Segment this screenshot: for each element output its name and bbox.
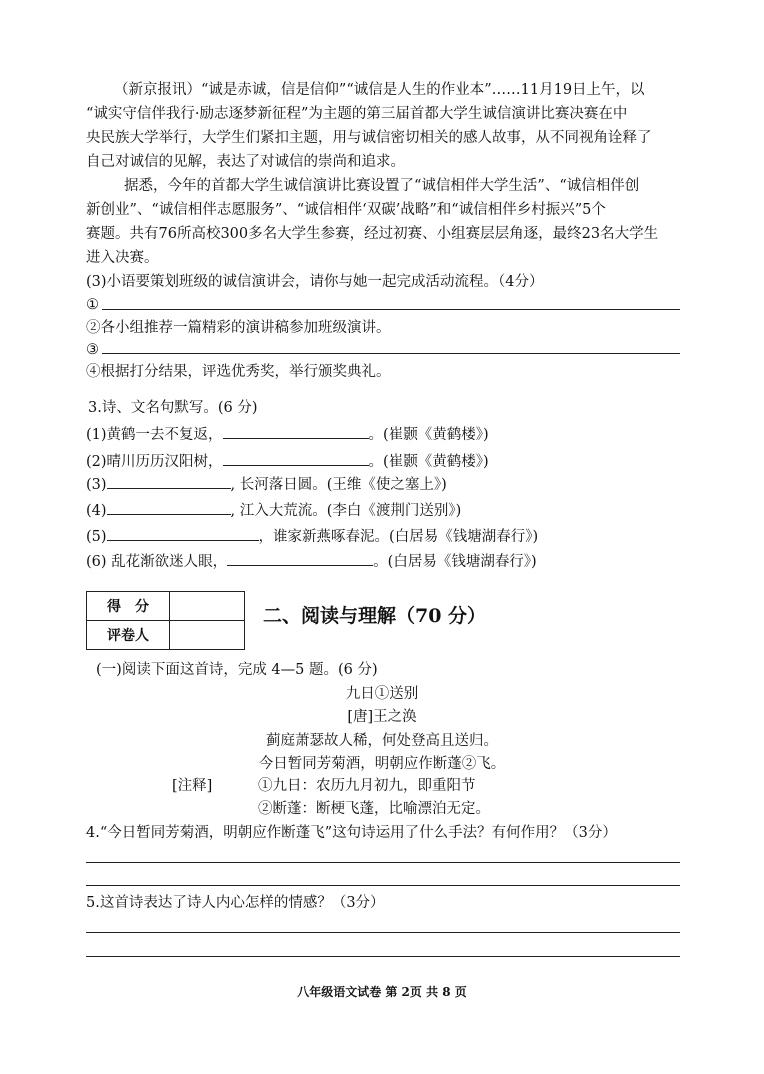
answer-line[interactable] (86, 885, 680, 886)
score-cell[interactable] (170, 592, 245, 621)
answer-blank[interactable] (223, 424, 369, 439)
note-line: ①九日：农历九月初九，即重阳节 (258, 778, 476, 794)
dictation-suffix: 。(白居易《钱塘湖春行》) (373, 554, 537, 570)
section-title: 二、阅读与理解（70 分） (263, 605, 487, 627)
dictation-item (86, 424, 489, 445)
answer-blank[interactable] (107, 500, 231, 515)
dictation-prefix: (5) (86, 529, 107, 545)
answer-line[interactable] (86, 956, 680, 957)
dictation-suffix: 。(崔颢《黄鹤楼》) (368, 427, 489, 443)
dictation-item (86, 474, 447, 495)
question-prompt: (3)小语要策划班级的诚信演讲会，请你与她一起完成活动流程。（4分） (86, 274, 544, 290)
passage-line: 据悉，今年的首都大学生诚信演讲比赛设置了“诚信相伴大学生活”、“诚信相伴创 (124, 178, 640, 194)
question-title: 3.诗、文名句默写。(6 分) (88, 400, 258, 416)
poem-line: 蓟庭萧瑟故人稀，何处登高且送归。 (266, 733, 498, 749)
passage-line: “诚实守信伴我行·励志逐梦新征程”为主题的第三届首都大学生诚信演讲比赛决赛在中 (86, 106, 628, 122)
passage-line: 赛题。共有76所高校300多名大学生参赛，经过初赛、小组赛层层角逐，最终23名大学生 (86, 226, 659, 242)
dictation-item (86, 526, 538, 547)
answer-blank[interactable] (227, 551, 373, 566)
poem-title: 九日①送别 (345, 686, 419, 702)
passage-line: 进入决赛。 (86, 250, 159, 266)
answer-line[interactable] (102, 353, 680, 354)
dictation-item (86, 451, 489, 472)
dictation-prefix: (2)晴川历历汉阳树， (86, 454, 223, 470)
note-label: [注释] (172, 778, 213, 794)
poem-line: 今日暂同芳菊酒，明朝应作断蓬②飞。 (258, 756, 506, 772)
note-line: ②断蓬：断梗飞蓬，比喻漂泊无定。 (258, 801, 490, 817)
dictation-prefix: (1)黄鹤一去不复返， (86, 427, 223, 443)
answer-blank[interactable] (223, 451, 369, 466)
dictation-prefix: (4) (86, 503, 107, 519)
dictation-suffix: ，谁家新燕啄春泥。(白居易《钱塘湖春行》) (258, 529, 539, 545)
dictation-suffix: 。(崔颢《黄鹤楼》) (368, 454, 489, 470)
poem-author: [唐]王之涣 (347, 709, 417, 725)
grader-label: 评卷人 (87, 621, 170, 650)
dictation-suffix: , 长河落日圆。(王维《使之塞上》) (230, 477, 447, 493)
question-text: 4.“今日暂同芳菊酒，明朝应作断蓬飞”这句诗运用了什么手法？有何作用？（3分） (86, 825, 617, 841)
passage-line: （新京报讯）“诚是赤诚，信是信仰”“诚信是人生的作业本”……11月19日上午，以 (114, 82, 645, 98)
passage-line: 自己对诚信的见解，表达了对诚信的崇尚和追求。 (86, 154, 405, 170)
answer-line[interactable] (86, 862, 680, 863)
passage-line: 新创业”、“诚信相伴志愿服务”、“诚信相伴‘双碳’战略”和“诚信相伴乡村振兴”5个 (86, 202, 606, 218)
score-label: 得 分 (87, 592, 170, 621)
step-marker: ③ (86, 342, 99, 358)
score-table (86, 591, 245, 650)
answer-line[interactable] (86, 932, 680, 933)
page-footer: 八年级语文试卷 第 2页 共 8 页 (297, 985, 467, 999)
dictation-suffix: , 江入大荒流。(李白《渡荆门送别》) (230, 503, 462, 519)
passage-line: 央民族大学举行，大学生们紧扣主题，用与诚信密切相关的感人故事，从不同视角诠释了 (86, 130, 652, 146)
dictation-item (86, 500, 461, 521)
answer-blank[interactable] (107, 474, 231, 489)
answer-line[interactable] (102, 309, 680, 310)
dictation-prefix: (3) (86, 477, 107, 493)
reading-intro: (一)阅读下面这首诗，完成 4—5 题。(6 分) (96, 662, 378, 678)
question-text: 5.这首诗表达了诗人内心怎样的情感？（3分） (86, 895, 385, 911)
dictation-prefix: (6) 乱花渐欲迷人眼， (86, 554, 228, 570)
step-text: ②各小组推荐一篇精彩的演讲稿参加班级演讲。 (86, 320, 391, 336)
step-marker: ① (86, 297, 99, 313)
answer-blank[interactable] (107, 526, 259, 541)
grader-cell[interactable] (170, 621, 245, 650)
step-text: ④根据打分结果，评选优秀奖，举行颁奖典礼。 (86, 364, 391, 380)
dictation-item (86, 551, 537, 572)
